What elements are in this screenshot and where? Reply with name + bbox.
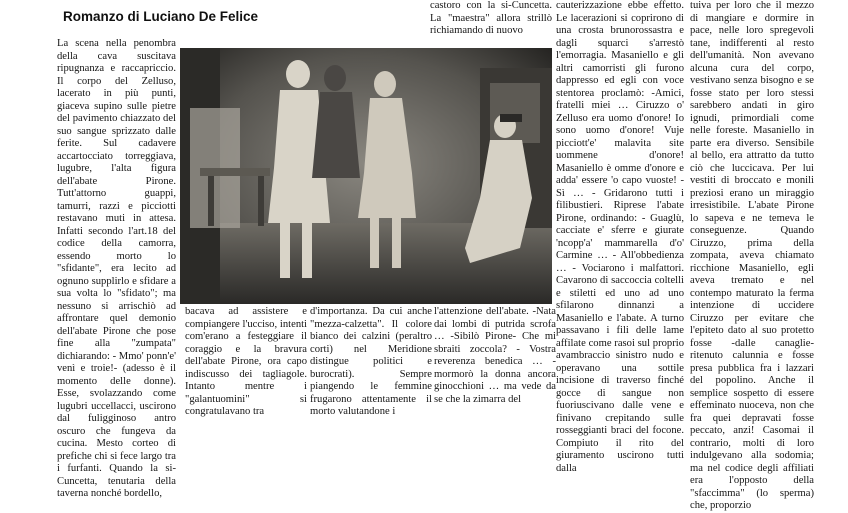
article-title: Romanzo di Luciano De Felice xyxy=(63,9,259,24)
paragraph: cauterizzazione ebbe effetto. Le lacerazioni si coprirono di una crosta brunorossastra e dagli squarci s'arrestò l'emorragia. Masaniello e gli altri camorristi gli furono dappresso ed egli con voce stentorea proclamò: -Amici, fratelli miei … Ciruzzo o' Zelluso era uomo d'onore! Io sono uomo d'onore! Vuje picciott'e' malavita site uommene d'onore! Masaniello è omme d'onore e adda' essere 'o capo vuoste! - Sì … - Gridarono tutti i filibustieri. Riprese l'abate Pirone, ordinando: - Guaglù, cacciate e' sferre e giurate 'ncopp'a' mammarella d'o' Carmine … - All'obbedienza … - Vociarono i malfattori. Cavarono di saccoccia coltelli e stiletti ed uno ad uno sfilarono dinnanzi a Masaniello e l'abate. A turno passavano i fili delle lame affilate come rasoi sul proprio avambraccio sinistro nudo e operavano una sottile incisione di traverso finché gocce di sangue non fuoriuscivano dalle vene e finivano crepitando sulle rosseggianti braci del focone. Compiuto il rito del giuramento uscirono tutti dalla xyxy=(556,0,684,474)
paragraph: l'attenzione dell'abate. -Nata dai lombi di putrida scrofa … -Sibilò Pirone- Che mi sbraiti zoccola? - Vostra reverenza benedica … - mormorò la donna ancora ginocchioni … ma vede da se che la zimarra del xyxy=(434,306,556,405)
article-column-lower-1 xyxy=(185,306,307,419)
article-photo xyxy=(180,48,552,304)
paragraph: d'importanza. Da cui anche "mezza-calzetta". Il colore bianco dei calzini (peraltro corti) nel Meridione distingue politici e burocrati). Sempre piangendo le femmine frugarono attentamente il morto valutandone i xyxy=(310,306,432,417)
paragraph: tuiva per loro che il mezzo di mangiare e dormire in pace, nelle loro spregevoli tane, indifferenti al resto dell'umanità. Non avevano alcuna cura del corpo, vestivano senza bisogno e se fosse stato per loro stessi sarebbero andati in giro ignudi, primordiali come nelle foreste. Masaniello in parte era diverso. Sensibile al bello, era attratto da tutto ciò che luccicava. Per lui vestiti di broccato e monili preziosi erano un miraggio irresistibile. L'abate Pirone lo sapeva e ne temeva le conseguenze. Quando Ciruzzo, prima della zompata, aveva chiamato ricchione Masaniello, egli aveva tremato e nel contempo maturato la ferma intenzione di uccidere Ciruzzo per evitare che l'epiteto dato al suo protetto fosse -dalle canaglie- ritenuto calunnia e fosse presa pubblica fra i lazzari del popolino. Anche il semplice sospetto di essere effeminato nuoceva, non che fra quei depravati fosse peccato, anzi! Casomai il contrario, molti di loro indulgevano alla sodomia; ma nel codice degli affiliati era l'opposto della "sfaccimma" (lo sperma) che, proporzio xyxy=(690,0,814,511)
article-column-1 xyxy=(57,38,176,501)
paragraph: La scena nella penombra della cava suscitava ripugnanza e raccapriccio. Il corpo del Zelluso, lacerato in più punti, giaceva supino sulle pietre del pavimento chiazzato del suo sangue sprizzato dalle ferite. Sul cadavere accartocciato torreggiava, lugubre, l'alta figura dell'abate Pirone. Tutt'attorno guappi, tamurri, razzi e picciotti restavano muti in attesa. Infatti secondo l'art.18 del codice della camorra, essendo morto lo "sfidante", era lecito ad ognuno supplirlo e sfidare a sua volta lo "sfidato"; ma nessuno si arrischiò ad affrontare quel demonio dell'abate Pirone che pose fine alla "zumpata" dichiarando: - Mmo' ponn'e' venì e troie!- (adesso è il momento delle donne). Esse, svolazzando come lugubri uccellacci, uscirono dal fuligginoso antro oscuro che fungeva da cucina. Mesto corteo di prefiche chi si fece largo tra i furfanti. Quando la si-Cuncetta, tenutaria della taverna nonché bordello, xyxy=(57,38,176,499)
photo-illustration xyxy=(180,48,552,304)
paragraph: bacava ad assistere e compiangere l'ucciso, intenti com'erano a festeggiare il coraggio e la bravura dell'abate Pirone, ora capo indiscusso dei tagliagole. Intanto mentre i "galantuomini" si congratulavano tra xyxy=(185,306,307,417)
paragraph: castoro con la si-Cuncetta. La "maestra" allora strillò richiamando di nuovo xyxy=(430,0,552,36)
article-column-lower-2 xyxy=(310,306,432,419)
article-column-lower-3 xyxy=(434,306,556,406)
article-column-4 xyxy=(690,0,814,513)
article-column-3 xyxy=(556,0,684,475)
article-column-2-top xyxy=(430,0,552,38)
